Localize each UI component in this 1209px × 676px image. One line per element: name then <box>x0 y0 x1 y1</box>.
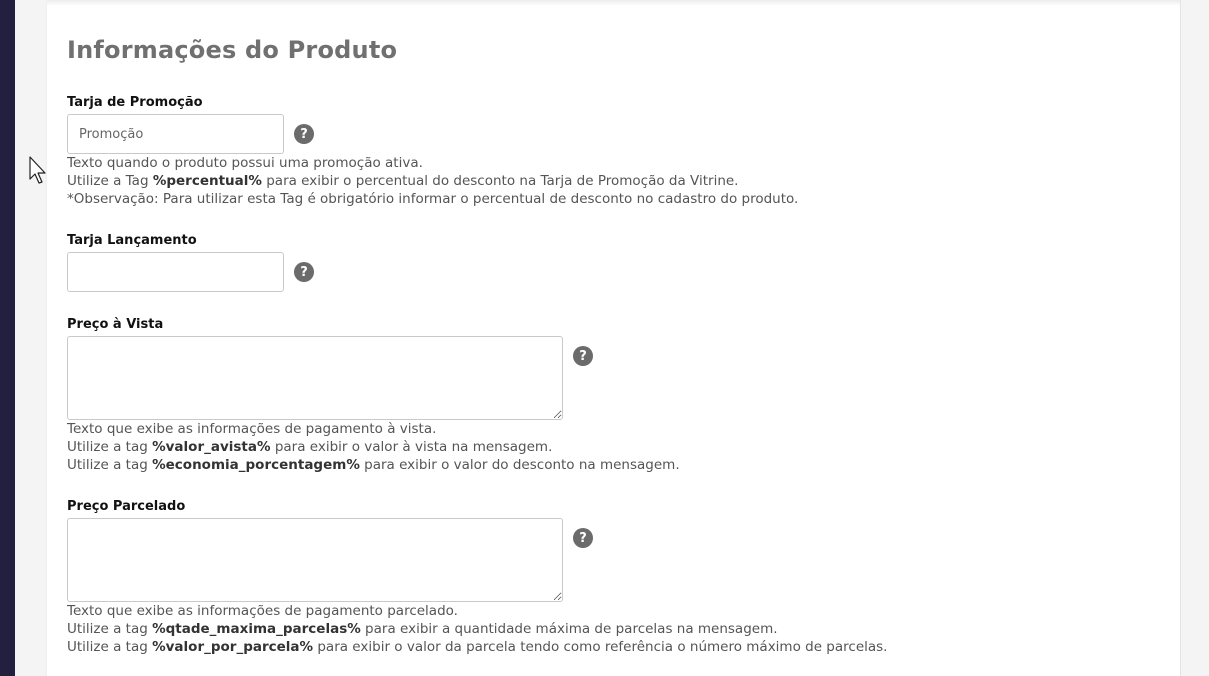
desc-text: para exibir o valor à vista na mensagem. <box>270 439 553 455</box>
desc-text: para exibir o valor do desconto na mensagem. <box>359 457 680 473</box>
desc-text: para exibir a quantidade máxima de parcelas na mensagem. <box>360 621 778 637</box>
desc-text: para exibir o valor da parcela tendo como referência o número máximo de parcelas. <box>313 639 888 655</box>
promo-desc-line-1: Texto quando o produto possui uma promoção ativa. <box>67 155 423 171</box>
installment-desc-line-2 <box>67 620 778 638</box>
desc-text: para exibir o percentual do desconto na Tarja de Promoção da Vitrine. <box>261 173 739 189</box>
help-glyph: ? <box>300 126 308 142</box>
help-glyph: ? <box>300 264 308 280</box>
launch-help-icon[interactable] <box>294 262 314 282</box>
installment-price-label: Preço Parcelado <box>67 499 186 514</box>
desc-text: Utilize a Tag <box>67 173 153 189</box>
launch-tag-input[interactable] <box>67 252 284 292</box>
panel-top-shadow <box>47 0 1180 6</box>
promo-tag-label: Tarja de Promoção <box>67 95 203 110</box>
installment-desc-line-3 <box>67 638 887 656</box>
right-gutter <box>1181 0 1209 676</box>
tag-code: %percentual% <box>152 173 262 189</box>
cash-price-label: Preço à Vista <box>67 317 164 332</box>
promo-desc-line-3: *Observação: Para utilizar esta Tag é obrigatório informar o percentual de desconto no cadastro do produto. <box>67 191 799 207</box>
installment-desc-line-1: Texto que exibe as informações de pagamento parcelado. <box>67 603 458 619</box>
installment-help-icon[interactable] <box>573 528 593 548</box>
cash-desc-line-2 <box>67 438 552 456</box>
section-title: Informações do Produto <box>67 36 398 64</box>
launch-tag-label: Tarja Lançamento <box>67 233 197 248</box>
tag-code: %valor_avista% <box>152 439 271 455</box>
tag-code: %qtade_maxima_parcelas% <box>152 621 361 637</box>
desc-text: Utilize a tag <box>67 457 153 473</box>
desc-text: Utilize a tag <box>67 439 153 455</box>
cash-desc-line-1: Texto que exibe as informações de pagamento à vista. <box>67 421 437 437</box>
promo-help-icon[interactable] <box>294 124 314 144</box>
installment-price-textarea[interactable] <box>67 518 563 602</box>
promo-desc-line-2 <box>67 172 738 190</box>
app-sidebar-edge <box>0 0 15 676</box>
cash-price-textarea[interactable] <box>67 336 563 420</box>
tag-code: %economia_porcentagem% <box>152 457 360 473</box>
desc-text: Utilize a tag <box>67 621 153 637</box>
mouse-cursor-icon <box>29 156 49 186</box>
help-glyph: ? <box>579 530 587 546</box>
help-glyph: ? <box>579 348 587 364</box>
left-gutter <box>15 0 47 676</box>
tag-code: %valor_por_parcela% <box>152 639 314 655</box>
desc-text: Utilize a tag <box>67 639 153 655</box>
cash-desc-line-3 <box>67 456 680 474</box>
promo-tag-input[interactable] <box>67 114 284 154</box>
cash-price-help-icon[interactable] <box>573 346 593 366</box>
